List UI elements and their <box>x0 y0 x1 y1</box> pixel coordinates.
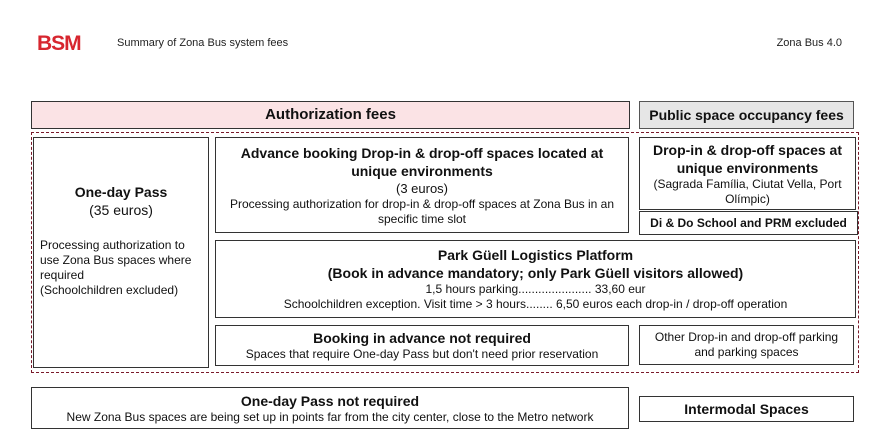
booking-not-required-title: Booking in advance not required <box>313 330 531 346</box>
intermodal-label: Intermodal Spaces <box>684 401 809 417</box>
one-day-pass-box <box>33 137 209 368</box>
pass-not-required-box <box>31 387 629 429</box>
page-title: Summary of Zona Bus system fees <box>117 37 289 49</box>
authorization-fees-label: Authorization fees <box>265 106 396 123</box>
intermodal-box <box>639 396 854 422</box>
pass-not-required-desc: New Zona Bus spaces are being set up in points far from the city center, close to the Metro network <box>66 409 594 424</box>
park-guell-box <box>215 240 856 318</box>
pass-not-required-title: One-day Pass not required <box>240 392 420 409</box>
one-day-pass-note: (Schoolchildren excluded) <box>40 283 179 297</box>
booking-not-required-desc: Spaces that require One-day Pass but don't need prior reservation <box>245 347 599 361</box>
public-space-fees-header <box>639 101 854 129</box>
other-dropin-label: Other Drop-in and drop-off parking and parking spaces <box>654 330 839 359</box>
unique-environments-title: Drop-in & drop-off spaces at unique environments <box>652 141 842 176</box>
version-label: Zona Bus 4.0 <box>776 37 842 49</box>
advance-booking-box <box>215 137 629 233</box>
public-space-fees-label: Public space occupancy fees <box>649 107 844 123</box>
excluded-label: Di & Do School and PRM excluded <box>650 215 847 230</box>
unique-environments-box <box>639 137 856 210</box>
one-day-pass-title: One-day Pass <box>74 184 168 200</box>
booking-not-required-box <box>215 325 629 366</box>
park-guell-line2: Schoolchildren exception. Visit time > 3 hours........ 6,50 euros each drop-in / drop-off operation <box>283 297 788 311</box>
park-guell-line1: 1,5 hours parking...................... 33,60 eur <box>425 282 646 296</box>
park-guell-title: Park Güell Logistics Platform <box>437 247 634 263</box>
advance-booking-desc: Processing authorization for drop-in & drop-off spaces at Zona Bus in an specific time slot <box>230 196 614 226</box>
one-day-pass-price: (35 euros) <box>89 202 153 218</box>
other-dropin-box <box>639 325 854 365</box>
advance-booking-title: Advance booking Drop-in & drop-off spaces located at unique environments <box>240 144 604 179</box>
bsm-logo: BSM <box>37 32 81 55</box>
advance-booking-price: (3 euros) <box>395 180 449 196</box>
one-day-pass-desc: Processing authorization to use Zona Bus spaces where required <box>40 238 192 282</box>
authorization-fees-header <box>31 101 630 129</box>
park-guell-subtitle: (Book in advance mandatory; only Park Güell visitors allowed) <box>327 265 744 281</box>
excluded-box <box>639 211 858 235</box>
unique-environments-places: (Sagrada Família, Ciutat Vella, Port Olímpic) <box>653 176 842 206</box>
